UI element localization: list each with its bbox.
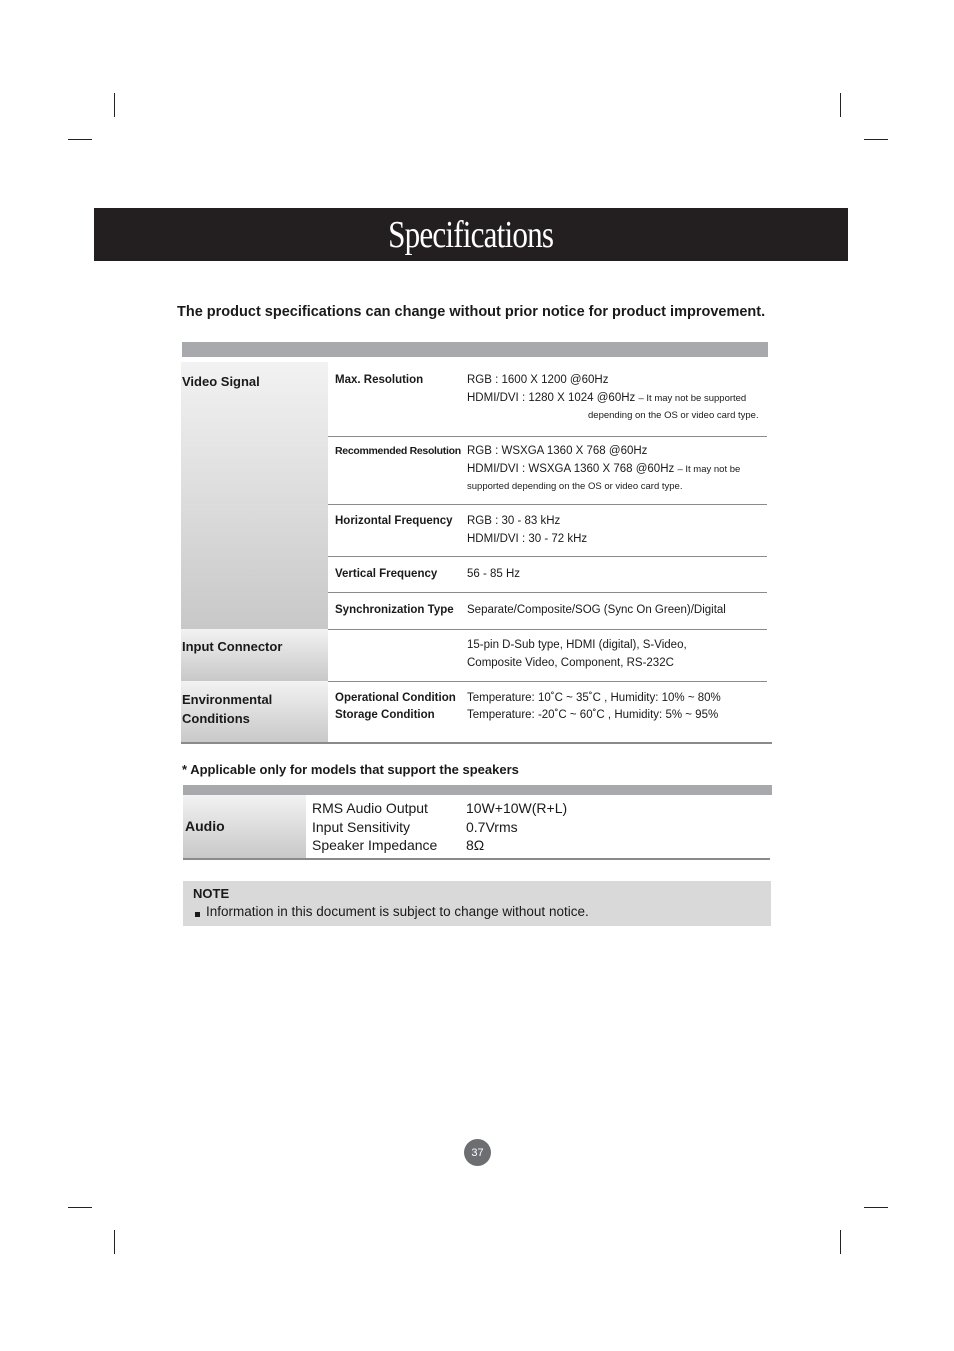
audio-row-value: 0.7Vrms <box>466 818 518 835</box>
audio-row-name: Input Sensitivity <box>312 818 411 835</box>
recommended-resolution-hdmi: HDMI/DVI : WSXGA 1360 X 768 @60Hz <box>467 462 675 475</box>
category-cell-audio <box>183 795 306 858</box>
row-divider <box>328 629 767 630</box>
value-synchronization-type: Separate/Composite/SOG (Sync On Green)/Digital <box>467 604 726 616</box>
audio-row-names <box>312 799 437 855</box>
table-header-bar <box>182 342 768 357</box>
row-divider <box>328 592 767 593</box>
crop-mark <box>68 1207 92 1208</box>
category-environmental-line2: Conditions <box>182 711 250 726</box>
category-environmental <box>182 690 272 728</box>
recommended-resolution-note-cont: supported depending on the OS or video card type. <box>467 481 683 492</box>
value-storage-condition: Temperature: -20˚C ~ 60˚C , Humidity: 5% ~ 95% <box>467 709 719 721</box>
crop-mark <box>114 93 115 117</box>
label-vertical-frequency: Vertical Frequency <box>335 568 438 580</box>
value-horizontal-frequency <box>467 513 587 548</box>
intro-text: The product specifications can change without prior notice for product improvement. <box>177 304 766 320</box>
value-vertical-frequency: 56 - 85 Hz <box>467 568 521 580</box>
row-divider <box>328 556 767 557</box>
category-cell-video-signal <box>181 362 328 629</box>
horizontal-frequency-hdmi: HDMI/DVI : 30 - 72 kHz <box>467 532 588 545</box>
label-recommended-resolution: Recommended Resolution <box>335 445 461 457</box>
value-recommended-resolution <box>467 443 740 496</box>
recommended-resolution-rgb: RGB : WSXGA 1360 X 768 @60Hz <box>467 445 648 457</box>
category-input-connector: Input Connector <box>182 639 283 654</box>
row-divider <box>328 681 767 682</box>
max-resolution-note: – It may not be supported <box>638 392 747 404</box>
category-video-signal: Video Signal <box>182 374 260 389</box>
value-operational-condition: Temperature: 10˚C ~ 35˚C , Humidity: 10% ~ 80% <box>467 692 721 704</box>
label-operational-condition: Operational Condition <box>335 692 456 704</box>
value-max-resolution <box>467 372 759 425</box>
audio-header-bar <box>183 785 772 795</box>
value-input-connector <box>467 637 687 672</box>
note-box <box>183 881 771 926</box>
audio-row-name: RMS Audio Output <box>312 800 428 816</box>
label-horizontal-frequency: Horizontal Frequency <box>335 515 453 527</box>
label-storage-condition: Storage Condition <box>335 709 435 721</box>
bullet-square-icon <box>195 912 200 917</box>
horizontal-frequency-rgb: RGB : 30 - 83 kHz <box>467 515 561 527</box>
input-connector-line2: Composite Video, Component, RS-232C <box>467 656 674 669</box>
max-resolution-note-cont: depending on the OS or video card type. <box>588 410 759 421</box>
category-environmental-line1: Environmental <box>182 692 273 707</box>
crop-mark <box>864 1207 888 1208</box>
label-synchronization-type: Synchronization Type <box>335 604 454 616</box>
input-connector-line1: 15-pin D-Sub type, HDMI (digital), S-Video, <box>467 639 687 651</box>
row-divider <box>328 504 767 505</box>
audio-row-value: 8Ω <box>466 837 485 853</box>
speaker-note: * Applicable only for models that support the speakers <box>182 762 519 777</box>
max-resolution-hdmi: HDMI/DVI : 1280 X 1024 @60Hz <box>467 391 636 404</box>
crop-mark <box>114 1230 115 1254</box>
recommended-resolution-note: – It may not be <box>677 463 741 475</box>
title-banner <box>94 208 848 261</box>
row-divider <box>328 436 767 437</box>
note-text: Information in this document is subject to change without notice. <box>206 904 589 919</box>
page-number: 37 <box>464 1139 491 1166</box>
audio-row-value: 10W+10W(R+L) <box>466 800 568 816</box>
crop-mark <box>840 1230 841 1254</box>
audio-row-name: Speaker Impedance <box>312 837 438 853</box>
max-resolution-rgb: RGB : 1600 X 1200 @60Hz <box>467 374 609 386</box>
page-title: Specifications <box>388 213 554 256</box>
note-title: NOTE <box>193 886 230 901</box>
crop-mark <box>864 139 888 140</box>
category-audio: Audio <box>185 818 225 834</box>
crop-mark <box>68 139 92 140</box>
table-bottom-rule <box>181 742 772 744</box>
label-max-resolution: Max. Resolution <box>335 374 424 386</box>
crop-mark <box>840 93 841 117</box>
audio-bottom-rule <box>183 858 770 860</box>
audio-row-values <box>466 799 567 855</box>
